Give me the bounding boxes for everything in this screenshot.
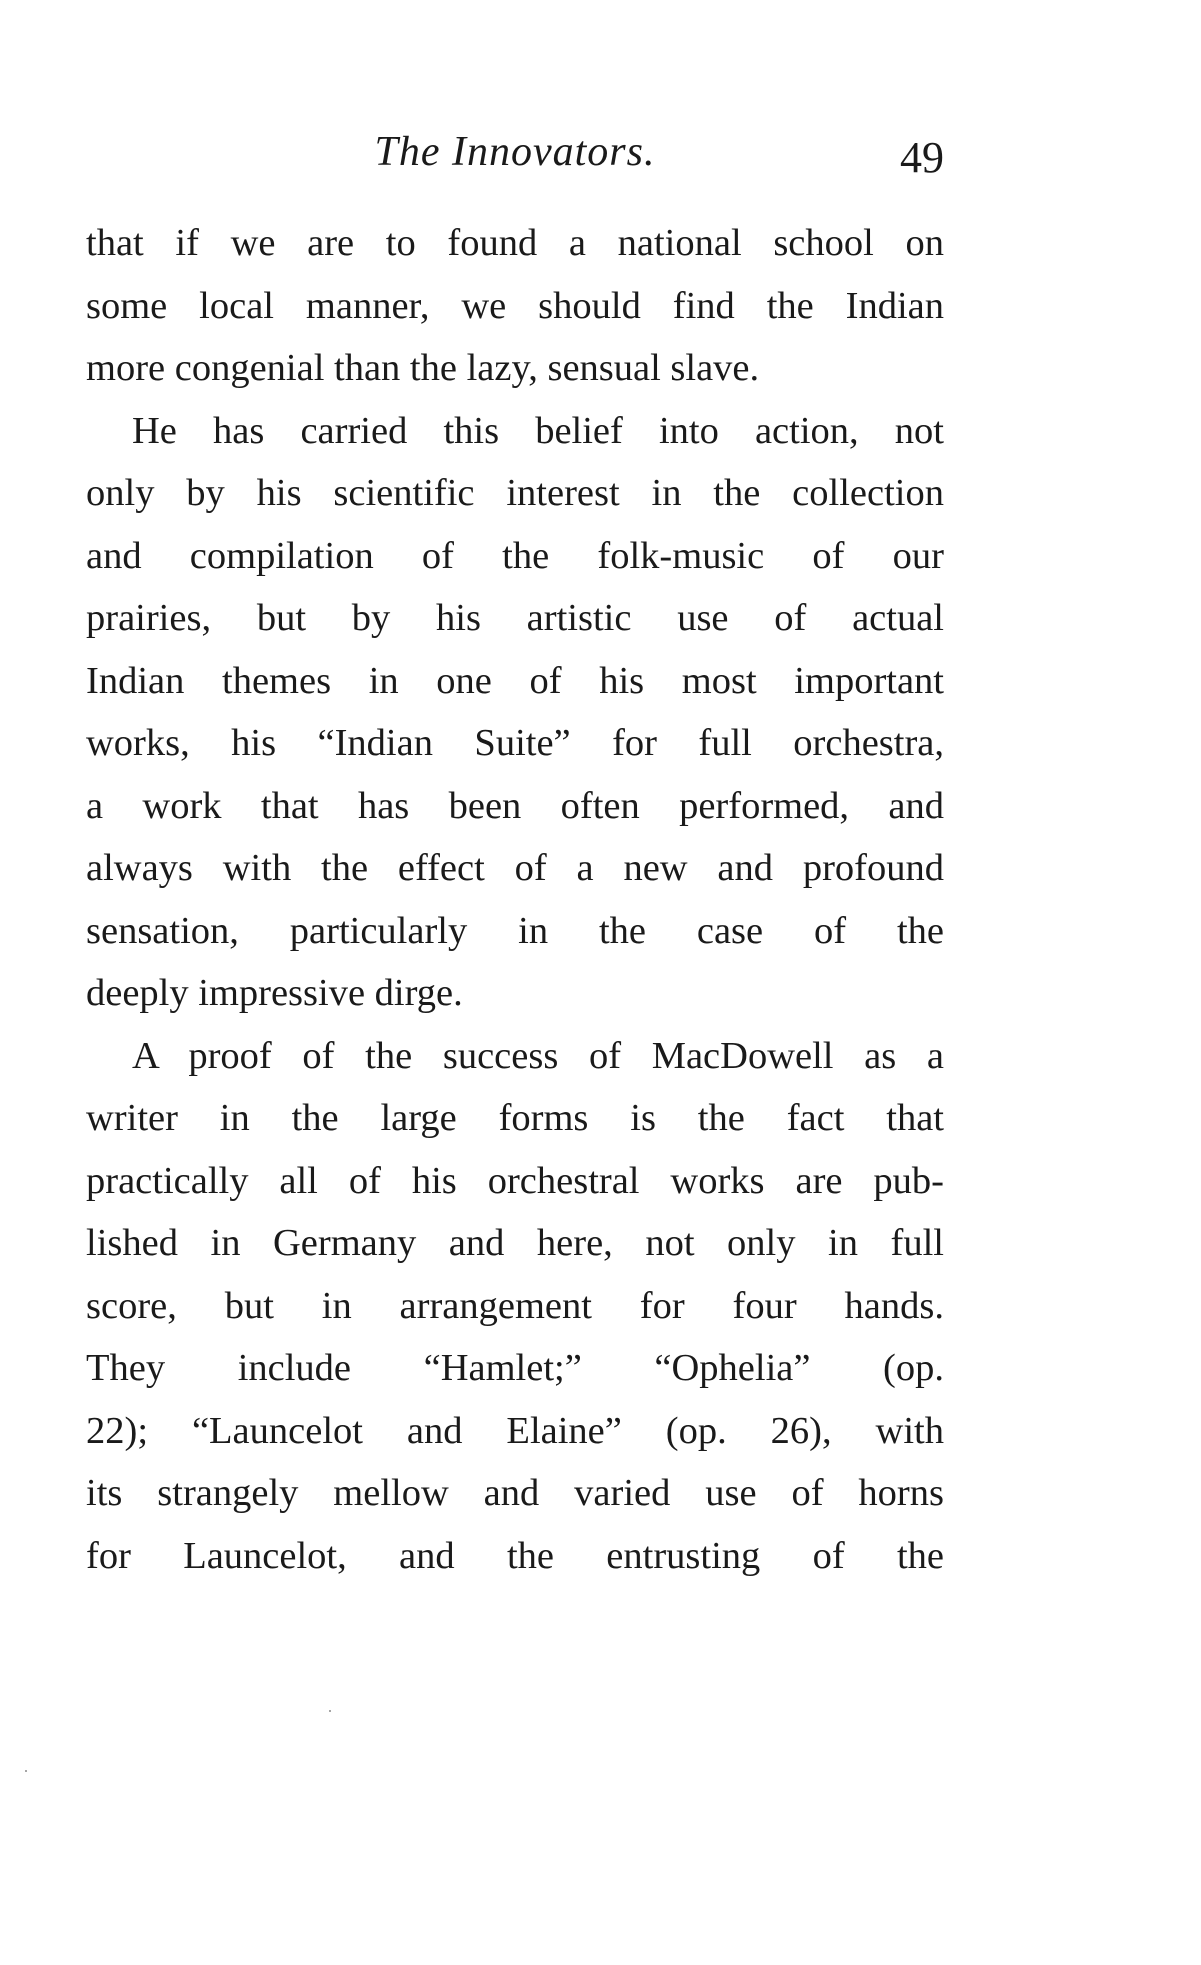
text-line: works, his “Indian Suite” for full orchestra, <box>86 722 944 764</box>
text-line: He has carried this belief into action, not <box>132 409 944 452</box>
text-line: for Launcelot, and the entrusting of the <box>86 1534 944 1577</box>
text-line: A proof of the success of MacDowell as a <box>132 1034 944 1077</box>
body-text <box>86 212 944 1587</box>
text-line: a work that has been often performed, and <box>86 784 944 827</box>
running-title: The Innovators. <box>374 129 656 175</box>
text-line: only by his scientific interest in the collection <box>86 472 944 514</box>
text-line: and compilation of the folk-music of our <box>86 534 944 577</box>
text-line: that if we are to found a national school on <box>86 222 944 264</box>
paper-speck <box>329 1710 331 1712</box>
text-line: some local manner, we should find the Indian <box>86 284 944 327</box>
text-line: more congenial than the lazy, sensual slave. <box>86 347 760 389</box>
text-line: 22); “Launcelot and Elaine” (op. 26), with <box>86 1409 944 1452</box>
text-line: always with the effect of a new and profound <box>86 847 944 889</box>
running-head <box>86 128 944 188</box>
text-line: They include “Hamlet;” “Ophelia” (op. <box>86 1347 944 1389</box>
paper-speck <box>25 1770 27 1772</box>
text-line: practically all of his orchestral works are pub- <box>86 1159 944 1202</box>
text-line: lished in Germany and here, not only in full <box>86 1222 944 1264</box>
text-line: Indian themes in one of his most important <box>86 659 944 702</box>
text-line: its strangely mellow and varied use of horns <box>86 1472 944 1514</box>
text-line: writer in the large forms is the fact that <box>86 1097 944 1139</box>
text-line: sensation, particularly in the case of the <box>86 909 944 952</box>
page-number: 49 <box>900 133 944 182</box>
text-line: deeply impressive dirge. <box>86 972 463 1014</box>
text-line: score, but in arrangement for four hands. <box>86 1284 944 1327</box>
text-line: prairies, but by his artistic use of actual <box>86 597 944 639</box>
